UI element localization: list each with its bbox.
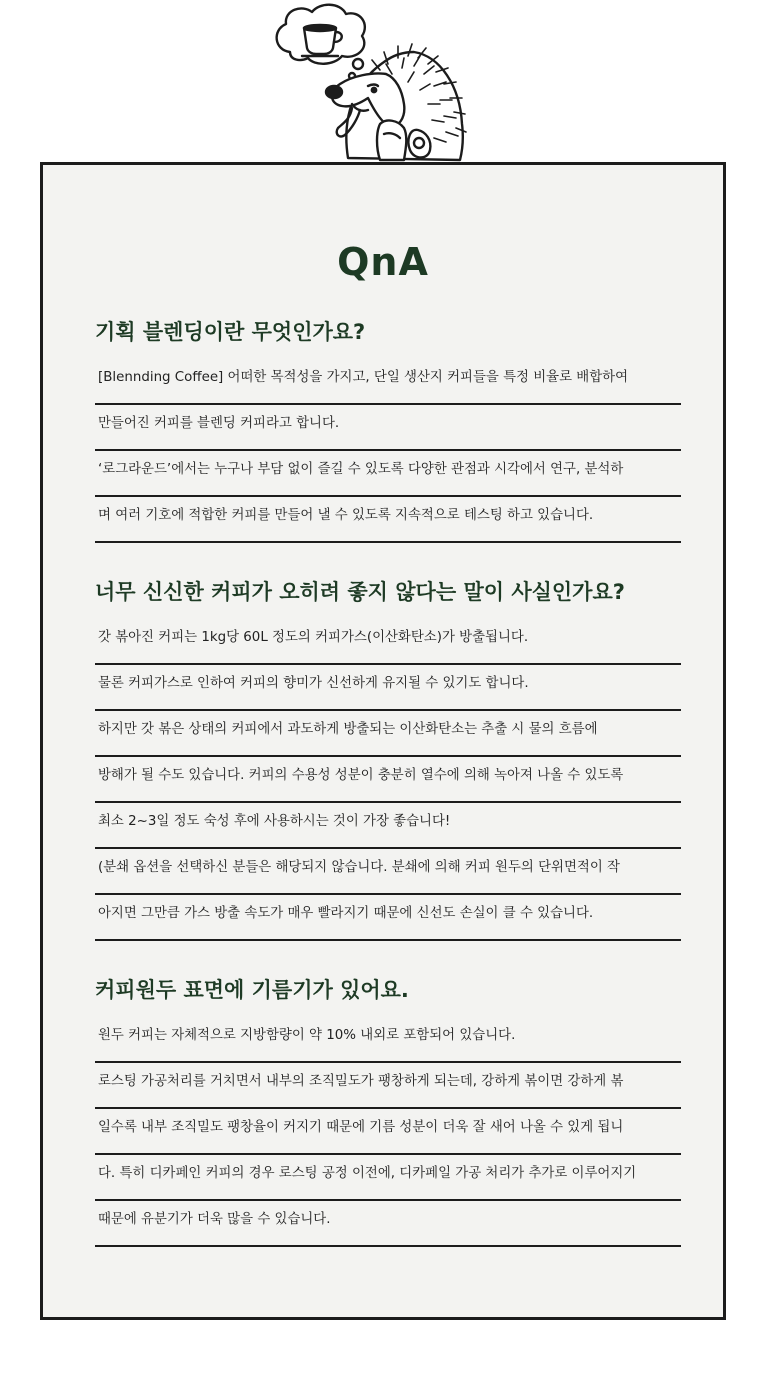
answer-line: 방해가 될 수도 있습니다. 커피의 수용성 성분이 충분히 열수에 의해 녹아져 나올 수 있도록 xyxy=(95,757,681,803)
answer-line: 하지만 갓 볶은 상태의 커피에서 과도하게 방출되는 이산화탄소는 추출 시 물의 흐름에 xyxy=(95,711,681,757)
answer-line: 만들어진 커피를 블렌딩 커피라고 합니다. xyxy=(95,405,681,451)
answer-line: 로스팅 가공처리를 거치면서 내부의 조직밀도가 팽창하게 되는데, 강하게 볶이면 강하게 볶 xyxy=(95,1063,681,1109)
answer-line: 최소 2~3일 정도 숙성 후에 사용하시는 것이 가장 좋습니다! xyxy=(95,803,681,849)
answer-line: 때문에 유분기가 더욱 많을 수 있습니다. xyxy=(95,1201,681,1247)
answer-line: ‘로그라운드’에서는 누구나 부담 없이 즐길 수 있도록 다양한 관점과 시각에서 연구, 분석하 xyxy=(95,451,681,497)
answer-lines xyxy=(95,359,681,543)
page-title: QnA xyxy=(337,240,429,284)
hedgehog-coffee-mascot xyxy=(268,0,468,168)
answer-line: 다. 특히 디카페인 커피의 경우 로스팅 공정 이전에, 디카페일 가공 처리가 추가로 이루어지기 xyxy=(95,1155,681,1201)
qna-section-blending xyxy=(95,315,681,543)
qna-card xyxy=(40,162,726,1320)
qna-section-fresh-coffee xyxy=(95,575,681,941)
answer-line: 아지면 그만큼 가스 방출 속도가 매우 빨라지기 때문에 신선도 손실이 클 수 있습니다. xyxy=(95,895,681,941)
answer-line: 물론 커피가스로 인하여 커피의 향미가 신선하게 유지될 수 있기도 합니다. xyxy=(95,665,681,711)
answer-line: [Blennding Coffee] 어떠한 목적성을 가지고, 단일 생산지 커피들을 특정 비율로 배합하여 xyxy=(95,359,681,405)
answer-line: 일수록 내부 조직밀도 팽창율이 커지기 때문에 기름 성분이 더욱 잘 새어 나올 수 있게 됩니 xyxy=(95,1109,681,1155)
answer-line: 며 여러 기호에 적합한 커피를 만들어 낼 수 있도록 지속적으로 테스팅 하고 있습니다. xyxy=(95,497,681,543)
answer-lines xyxy=(95,1017,681,1247)
question-heading: 너무 신신한 커피가 오히려 좋지 않다는 말이 사실인가요? xyxy=(95,580,625,604)
answer-line: (분쇄 옵션을 선택하신 분들은 해당되지 않습니다. 분쇄에 의해 커피 원두의 단위면적이 작 xyxy=(95,849,681,895)
answer-line: 원두 커피는 자체적으로 지방함량이 약 10% 내외로 포함되어 있습니다. xyxy=(95,1017,681,1063)
answer-line: 갓 볶아진 커피는 1kg당 60L 정도의 커피가스(이산화탄소)가 방출됩니다. xyxy=(95,619,681,665)
qna-section-oily-beans xyxy=(95,973,681,1247)
answer-lines xyxy=(95,619,681,941)
question-heading: 커피원두 표면에 기름기가 있어요. xyxy=(95,978,409,1002)
question-heading: 기획 블렌딩이란 무엇인가요? xyxy=(95,320,366,344)
